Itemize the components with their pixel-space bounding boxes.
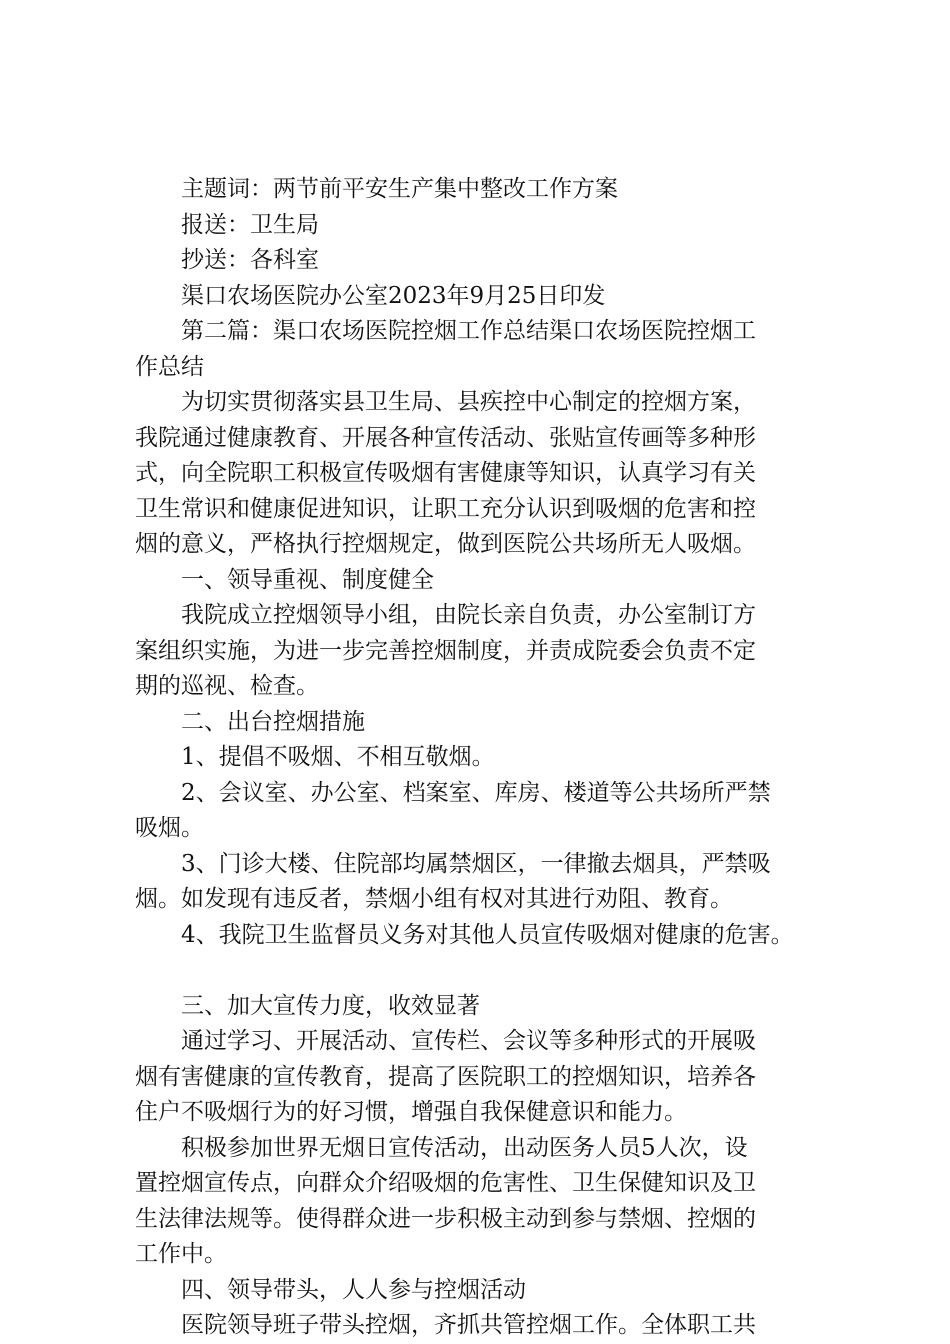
section-heading: 三、加大宣传力度，收效显著 [181, 992, 480, 1019]
text-line: 主题词：两节前平安生产集中整改工作方案 [181, 176, 618, 202]
list-item: 4、我院卫生监督员义务对其他人员宣传吸烟对健康的危害。 [181, 921, 794, 948]
text-line: 生法律法规等。使得群众进一步积极主动到参与禁烟、控烟的 [135, 1205, 756, 1232]
text-line: 为切实贯彻落实县卫生局、县疾控中心制定的控烟方案， [181, 389, 756, 415]
document-body [135, 172, 840, 1344]
text-line: 期的巡视、检查。 [135, 673, 319, 699]
text-line: 住户不吸烟行为的好习惯，增强自我保健意识和能力。 [135, 1099, 687, 1125]
section-heading: 四、领导带头，人人参与控烟活动 [181, 1276, 526, 1303]
text-line: 我院成立控烟领导小组，由院长亲自负责，办公室制订方 [181, 602, 756, 628]
section-heading: 二、出台控烟措施 [181, 708, 365, 735]
text-line: 吸烟。 [135, 815, 204, 841]
text-line: 我院通过健康教育、开展各种宣传活动、张贴宣传画等多种形 [135, 424, 756, 451]
text-line: 工作中。 [135, 1241, 227, 1267]
blank-line [135, 953, 840, 989]
text-line: 通过学习、开展活动、宣传栏、会议等多种形式的开展吸 [181, 1028, 756, 1054]
text-line: 渠口农场医院办公室2023年9月25日印发 [181, 282, 606, 309]
text-line: 置控烟宣传点，向群众介绍吸烟的危害性、卫生保健知识及卫 [135, 1170, 756, 1196]
text-line: 式，向全院职工积极宣传吸烟有害健康等知识，认真学习有关 [135, 460, 756, 486]
text-line: 报送：卫生局 [181, 211, 319, 238]
text-line: 积极参加世界无烟日宣传活动，出动医务人员5人次，设 [181, 1134, 748, 1161]
text-line: 烟。如发现有违反者，禁烟小组有权对其进行劝阻、教育。 [135, 886, 733, 912]
text-line: 案组织实施，为进一步完善控烟制度，并责成院委会负责不定 [135, 637, 756, 664]
section-heading: 第二篇：渠口农场医院控烟工作总结渠口农场医院控烟工 [181, 318, 756, 344]
list-item: 2、会议室、办公室、档案室、库房、楼道等公共场所严禁 [181, 779, 771, 806]
text-line: 烟的意义，严格执行控烟规定，做到医院公共场所无人吸烟。 [135, 531, 756, 557]
list-item: 3、门诊大楼、住院部均属禁烟区，一律撤去烟具，严禁吸 [181, 850, 771, 877]
list-item: 1、提倡不吸烟、不相互敬烟。 [181, 744, 495, 770]
text-line: 抄送：各科室 [181, 247, 319, 273]
text-line: 卫生常识和健康促进知识，让职工充分认识到吸烟的危害和控 [135, 495, 756, 522]
text-line: 作总结 [135, 353, 204, 380]
text-line: 烟有害健康的宣传教育，提高了医院职工的控烟知识，培养各 [135, 1063, 756, 1090]
section-heading: 一、领导重视、制度健全 [181, 566, 434, 593]
text-line: 医院领导班子带头控烟，齐抓共管控烟工作。全体职工共 [181, 1312, 756, 1338]
